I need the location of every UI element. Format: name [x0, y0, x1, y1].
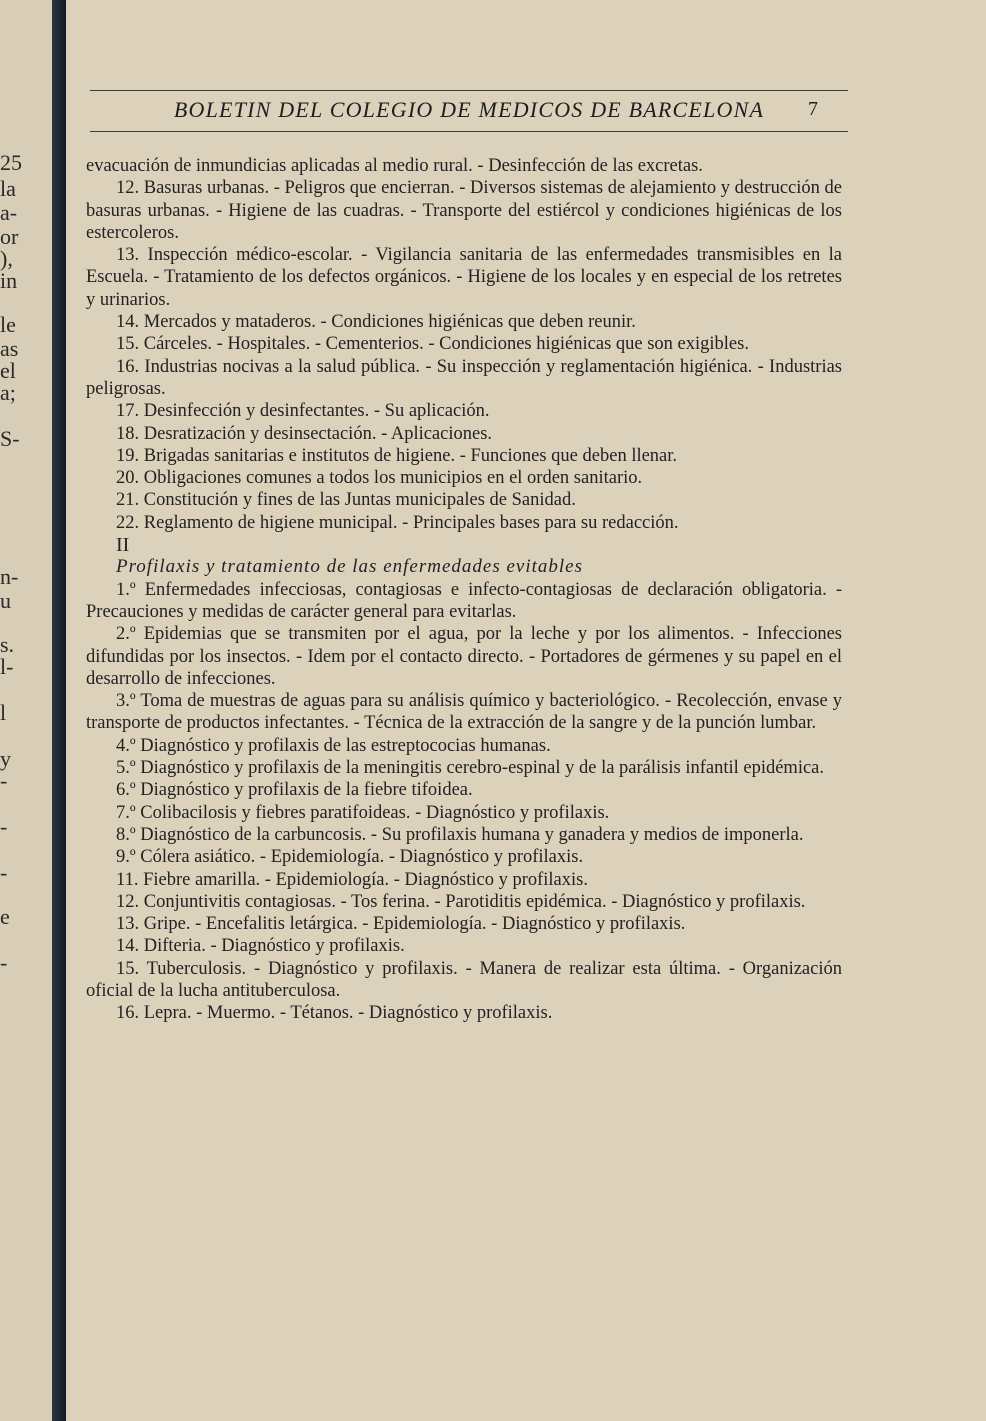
list-item: 7.º Colibacilosis y fiebres paratifoideas. - Diagnóstico y profilaxis.	[116, 802, 610, 823]
list-item: evacuación de inmundicias aplicadas al medio rural. - Desinfección de las excretas.	[86, 156, 703, 176]
list-item: 21. Constitución y fines de las Juntas municipales de Sanidad.	[116, 490, 576, 511]
page-body	[86, 155, 842, 1025]
prev-page-fragment: ),	[0, 246, 13, 271]
book-gutter	[52, 0, 66, 1421]
list-item: 13. Inspección médico-escolar. - Vigilancia sanitaria de las enfermedades transmisibles en la Escuela. - Tratamiento de los defectos orgánicos. - Higiene de los locales y en especial de los retretes y urinarios.	[86, 245, 842, 310]
list-item: 18. Desratización y desinsectación. - Aplicaciones.	[116, 423, 493, 444]
list-item: 19. Brigadas sanitarias e institutos de higiene. - Funciones que deben llenar.	[116, 445, 678, 466]
list-item: 16. Industrias nocivas a la salud pública. - Su inspección y reglamentación higiénica. - Industrias peligrosas.	[86, 356, 842, 399]
prev-page-fragment: e	[0, 904, 10, 929]
prev-page-fragment: or	[0, 224, 19, 249]
prev-page-fragment: a;	[0, 380, 16, 405]
list-item: 8.º Diagnóstico de la carbuncosis. - Su profilaxis humana y ganadera y medios de imponerla.	[116, 824, 804, 845]
prev-page-fragment: s.	[0, 632, 15, 657]
prev-page-fragment: 25	[0, 150, 22, 175]
prev-page-fragment: n-	[0, 564, 19, 589]
prev-page-fragment: -	[0, 860, 8, 885]
list-item: 11. Fiebre amarilla. - Epidemiología. - Diagnóstico y profilaxis.	[116, 869, 588, 890]
prev-page-fragment: a-	[0, 200, 18, 225]
list-item: 5.º Diagnóstico y profilaxis de la meningitis cerebro-espinal y de la parálisis infantil epidémica.	[116, 758, 825, 779]
prev-page-fragment: y	[0, 746, 11, 771]
prev-page-fragment: la	[0, 176, 16, 201]
prev-page-fragment: -	[0, 768, 8, 793]
list-item: 1.º Enfermedades infecciosas, contagiosas e infecto-contagiosas de declaración obligatoria. - Precauciones y medidas de carácter general para evitarlas.	[86, 579, 842, 622]
list-item: 22. Reglamento de higiene municipal. - Principales bases para su redacción.	[116, 512, 679, 533]
list-item: 15. Cárceles. - Hospitales. - Cementerios. - Condiciones higiénicas que son exigibles.	[116, 334, 749, 355]
document-page	[66, 0, 986, 1421]
list-item: 20. Obligaciones comunes a todos los municipios en el orden sanitario.	[116, 468, 643, 489]
prev-page-fragment: S-	[0, 426, 20, 451]
list-item: 16. Lepra. - Muermo. - Tétanos. - Diagnóstico y profilaxis.	[116, 1003, 553, 1024]
list-item: 14. Mercados y mataderos. - Condiciones higiénicas que deben reunir.	[116, 312, 636, 333]
list-item: 12. Conjuntivitis contagiosas. - Tos ferina. - Parotiditis epidémica. - Diagnóstico y profilaxis.	[116, 891, 806, 912]
running-header	[90, 90, 848, 132]
prev-page-fragment: el	[0, 358, 16, 383]
previous-page-edge	[0, 0, 52, 1421]
list-item: 2.º Epidemias que se transmiten por el agua, por la leche y por los alimentos. - Infecciones difundidas por los insectos. - Idem por el contacto directo. - Portadores de gérmenes y su papel en el desarrollo de infecciones.	[86, 624, 842, 689]
page-number: 7	[808, 98, 818, 120]
prev-page-fragment: l	[0, 700, 7, 725]
prev-page-fragment: in	[0, 268, 18, 293]
list-item: 3.º Toma de muestras de aguas para su análisis químico y bacteriológico. - Recolección, envase y transporte de productos infectantes. - Técnica de la extracción de la sangre y de la punción lumbar.	[86, 691, 842, 734]
list-item: 17. Desinfección y desinfectantes. - Su aplicación.	[116, 401, 490, 422]
list-item: 13. Gripe. - Encefalitis letárgica. - Epidemiología. - Diagnóstico y profilaxis.	[116, 914, 686, 935]
prev-page-fragment: le	[0, 312, 16, 337]
prev-page-fragment: l-	[0, 654, 14, 679]
prev-page-fragment: -	[0, 950, 8, 975]
prev-page-fragment: as	[0, 336, 19, 361]
journal-title: BOLETIN DEL COLEGIO DE MEDICOS DE BARCELONA	[173, 97, 765, 122]
list-item: 9.º Cólera asiático. - Epidemiología. - Diagnóstico y profilaxis.	[116, 847, 584, 868]
list-item: 4.º Diagnóstico y profilaxis de las estreptococias humanas.	[116, 735, 551, 756]
prev-page-fragment: u	[0, 588, 11, 613]
section-numeral: II	[116, 534, 130, 557]
list-item: 12. Basuras urbanas. - Peligros que encierran. - Diversos sistemas de alejamiento y destrucción de basuras urbanas. - Higiene de las cuadras. - Transporte del estiércol y condiciones higiénicas de los estercoleros.	[86, 178, 842, 243]
list-item: 6.º Diagnóstico y profilaxis de la fiebre tifoidea.	[116, 780, 473, 801]
prev-page-fragment: -	[0, 814, 8, 839]
section-title: Profilaxis y tratamiento de las enfermedades evitables	[116, 556, 583, 578]
list-item: 15. Tuberculosis. - Diagnóstico y profilaxis. - Manera de realizar esta última. - Organización oficial de la lucha antituberculosa.	[86, 958, 842, 1001]
list-item: 14. Difteria. - Diagnóstico y profilaxis.	[116, 936, 405, 957]
